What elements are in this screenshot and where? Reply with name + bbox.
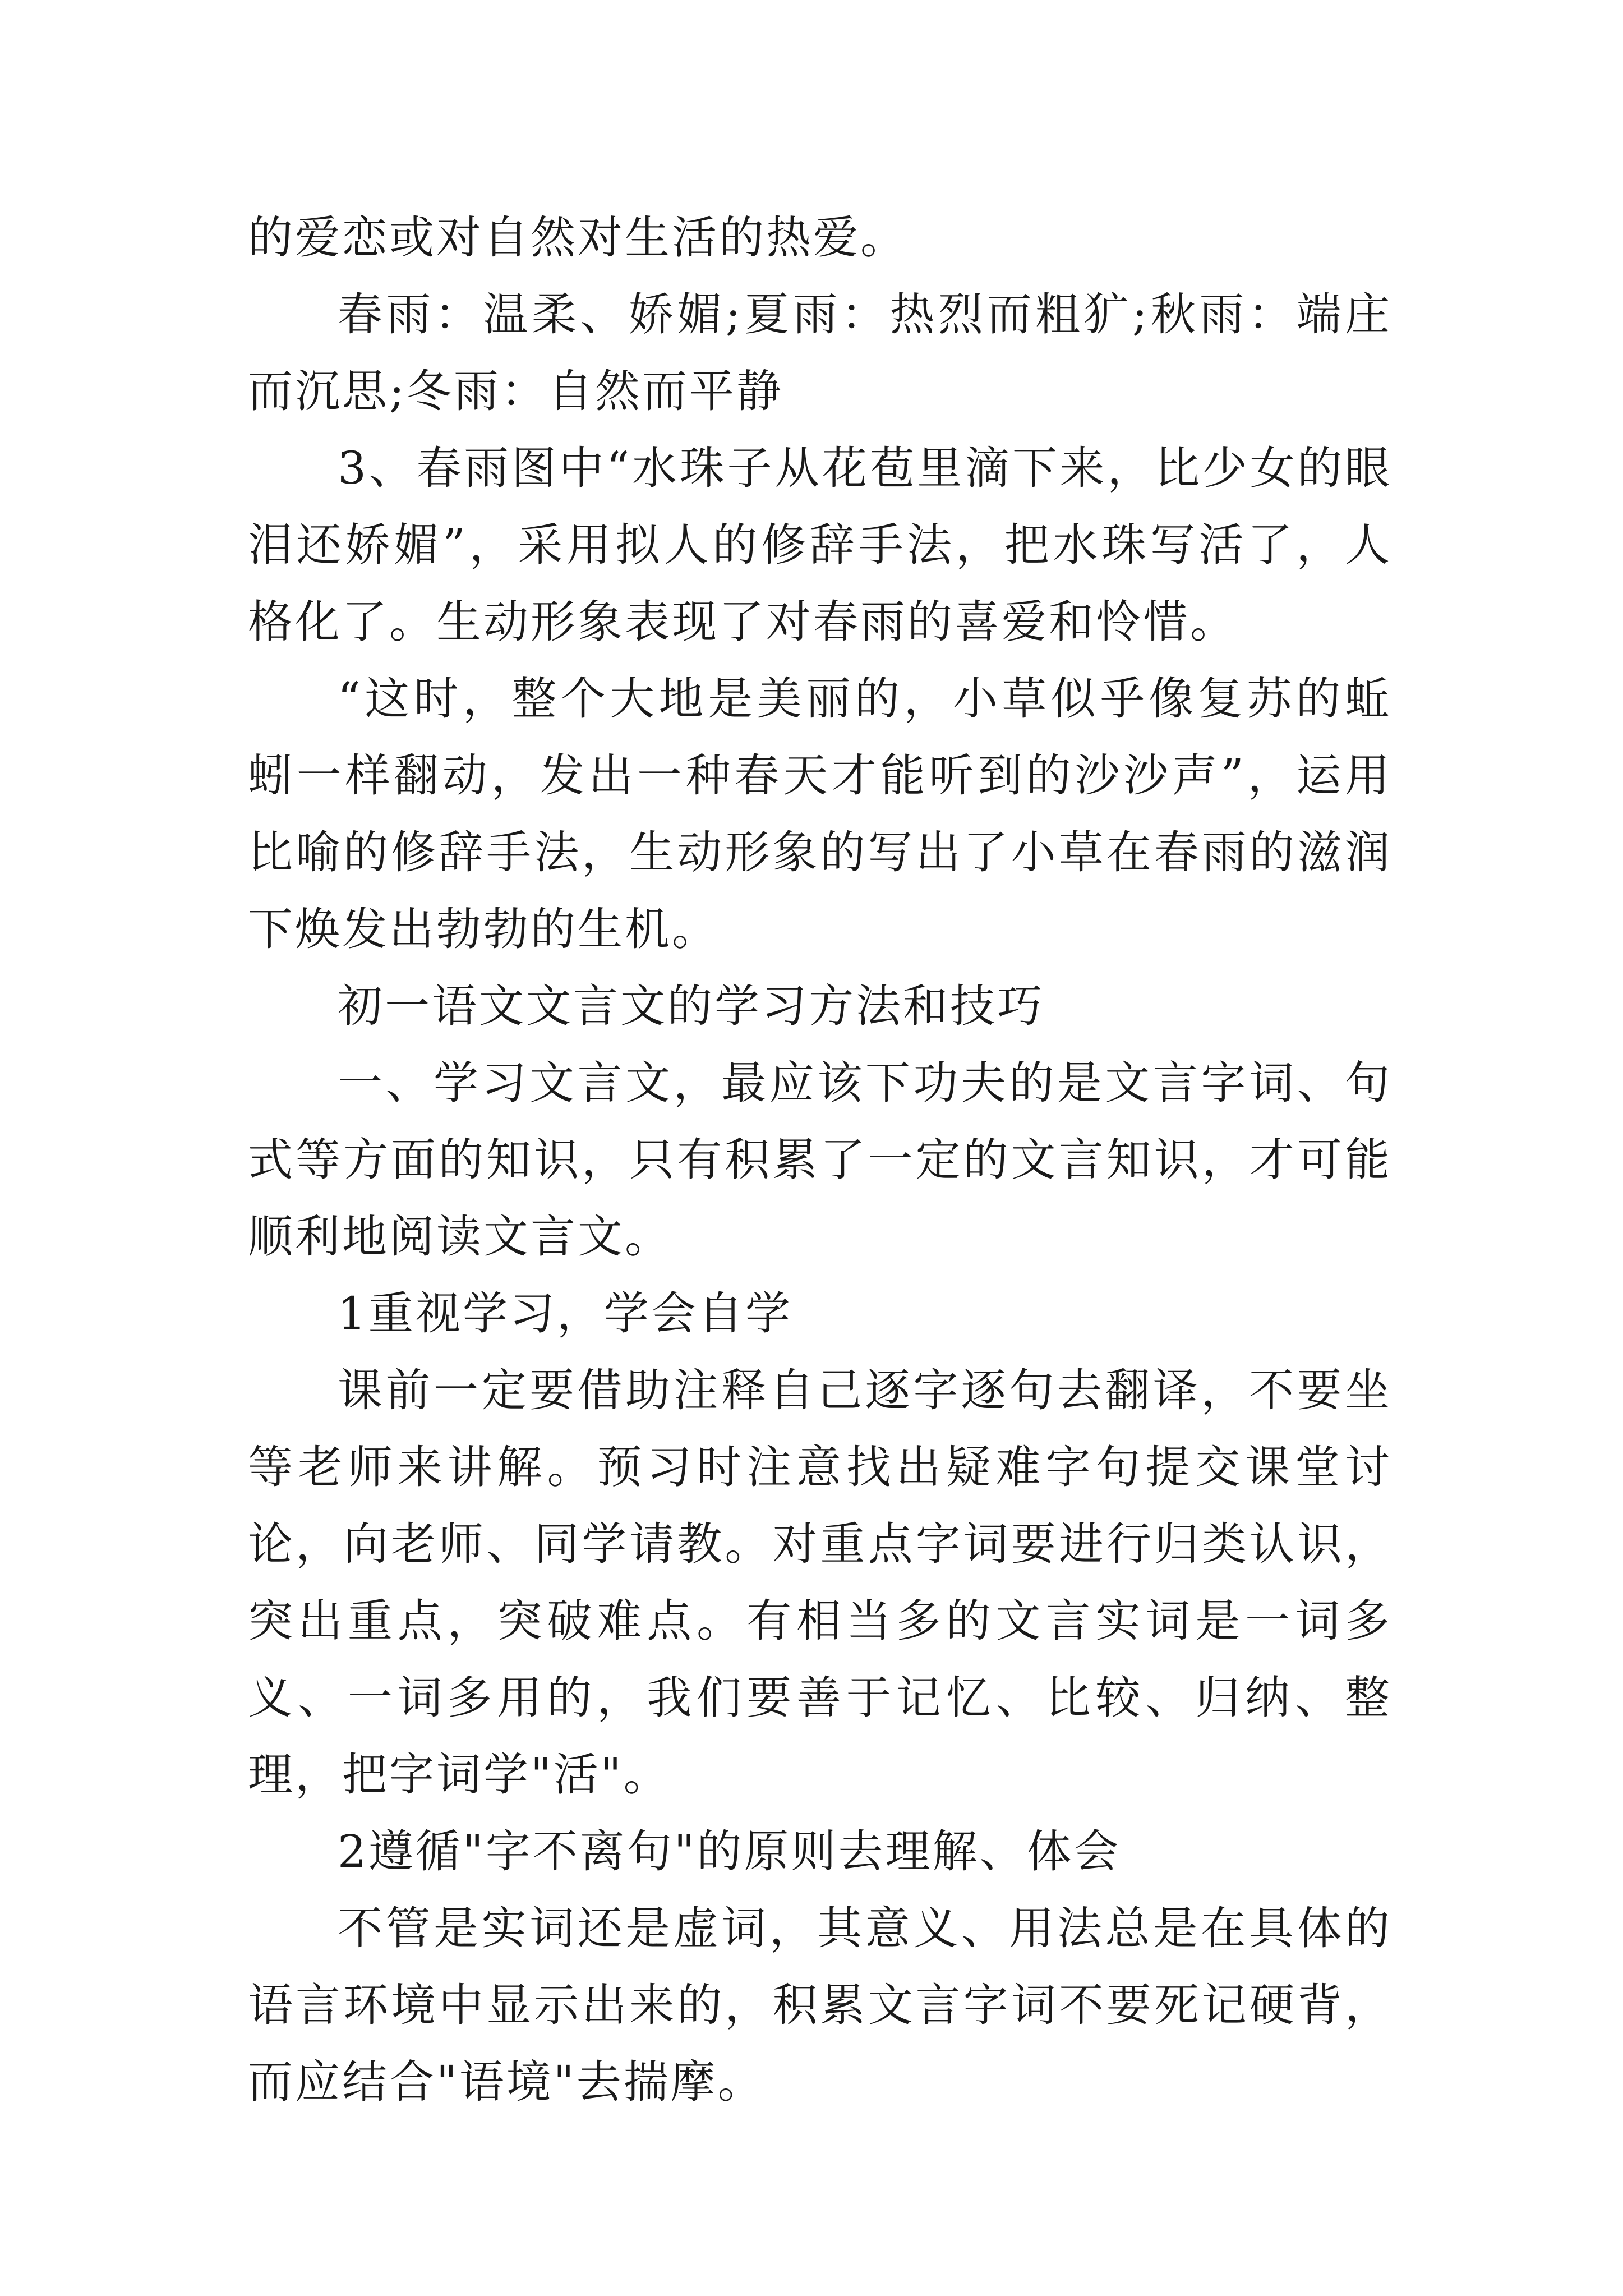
paragraph-method-1: 一、学习文言文，最应该下功夫的是文言字词、句式等方面的知识，只有积累了一定的文言知识，才可能顺利地阅读文言文。: [248, 1057, 1392, 1263]
subheading-2: 2遵循"字不离句"的原则去理解、体会: [338, 1825, 1121, 1878]
paragraph-context: 不管是实词还是虚词，其意义、用法总是在具体的语言环境中显示出来的，积累文言字词不要死记硬背，而应结合"语境"去揣摩。: [248, 1902, 1392, 2108]
paragraph-self-study: 课前一定要借助注释自己逐字逐句去翻译，不要坐等老师来讲解。预习时注意找出疑难字句提交课堂讨论，向老师、同学请教。对重点字词要进行归类认识，突出重点，突破难点。有相当多的文言实词是一词多义、一词多用的，我们要善于记忆、比较、归纳、整理，把字词学"活"。: [248, 1364, 1392, 1801]
document-body: [248, 199, 1392, 2120]
paragraph-rain-seasons: 春雨：温柔、娇媚;夏雨：热烈而粗犷;秋雨：端庄而沉思;冬雨：自然而平静: [248, 288, 1392, 417]
subheading-1: 1重视学习，学会自学: [338, 1287, 792, 1340]
paragraph-grass-quote: “这时，整个大地是美丽的，小草似乎像复苏的蚯蚓一样翻动，发出一种春天才能听到的沙沙声”，运用比喻的修辞手法，生动形象的写出了小草在春雨的滋润下焕发出勃勃的生机。: [248, 673, 1392, 955]
paragraph-continuation: 的爱恋或对自然对生活的热爱。: [248, 211, 907, 264]
section-heading: 初一语文文言文的学习方法和技巧: [338, 980, 1044, 1032]
paragraph-point-3: 3、春雨图中“水珠子从花苞里滴下来，比少女的眼泪还娇媚”，采用拟人的修辞手法，把水珠写活了，人格化了。生动形象表现了对春雨的喜爱和怜惜。: [248, 442, 1392, 648]
